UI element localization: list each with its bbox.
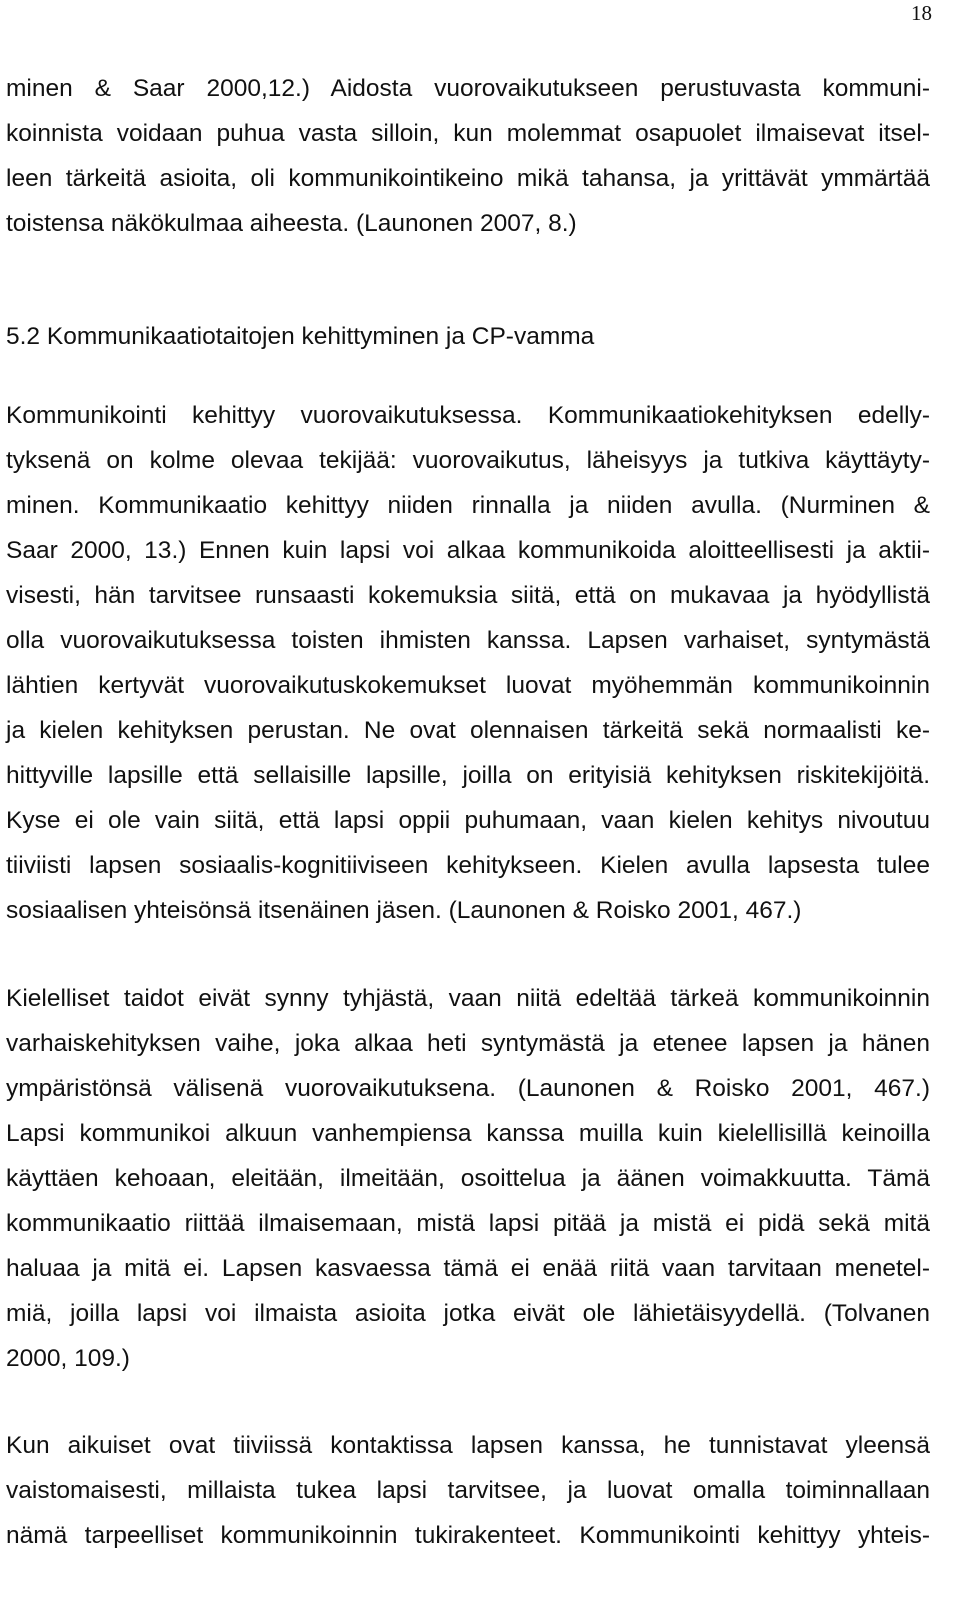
text-line: sosiaalisen yhteisönsä itsenäinen jäsen. (Launonen & Roisko 2001, 467.)	[6, 897, 802, 924]
text-line: olla vuorovaikutuksessa toisten ihmisten kanssa. Lapsen varhaiset, syntymästä	[6, 627, 930, 654]
text-line: varhaiskehityksen vaihe, joka alkaa heti syntymästä ja etenee lapsen ja hänen	[6, 1030, 930, 1057]
text-line: Lapsi kommunikoi alkuun vanhempiensa kanssa muilla kuin kielellisillä keinoilla	[6, 1120, 930, 1147]
text-line: Kielelliset taidot eivät synny tyhjästä, vaan niitä edeltää tärkeä kommunikoinnin	[6, 985, 930, 1012]
text-line: käyttäen kehoaan, eleitään, ilmeitään, osoittelua ja äänen voimakkuutta. Tämä	[6, 1165, 930, 1192]
text-line: kommunikaatio riittää ilmaisemaan, mistä lapsi pitää ja mistä ei pidä sekä mitä	[6, 1210, 930, 1237]
section-heading-text: 5.2 Kommunikaatiotaitojen kehittyminen ja CP-vamma	[6, 323, 595, 350]
text-line: miä, joilla lapsi voi ilmaista asioita jotka eivät ole lähietäisyydellä. (Tolvanen	[6, 1300, 930, 1327]
text-line: Saar 2000, 13.) Ennen kuin lapsi voi alkaa kommunikoida aloitteellisesti ja aktii-	[6, 537, 930, 564]
text-line: ympäristönsä välisenä vuorovaikutuksena. (Launonen & Roisko 2001, 467.)	[6, 1075, 930, 1102]
section-heading	[6, 314, 930, 359]
text-line: hittyville lapsille että sellaisille lapsille, joilla on erityisiä kehityksen riskitekijöitä.	[6, 762, 930, 789]
text-line: lähtien kertyvät vuorovaikutuskokemukset luovat myöhemmän kommunikoinnin	[6, 672, 930, 699]
text-line: 2000, 109.)	[6, 1345, 130, 1372]
document-body	[6, 66, 930, 1558]
text-line: visesti, hän tarvitsee runsaasti kokemuksia siitä, että on mukavaa ja hyödyllistä	[6, 582, 930, 609]
paragraph	[6, 1423, 930, 1558]
text-line: ja kielen kehityksen perustan. Ne ovat olennaisen tärkeitä sekä normaalisti ke-	[6, 717, 930, 744]
paragraph-spacing	[6, 933, 930, 976]
text-line: toistensa näkökulmaa aiheesta. (Launonen 2007, 8.)	[6, 210, 577, 237]
paragraph	[6, 393, 930, 933]
paragraph	[6, 66, 930, 246]
text-line: tiiviisti lapsen sosiaalis-kognitiiviseen kehitykseen. Kielen avulla lapsesta tulee	[6, 852, 930, 879]
text-line: minen. Kommunikaatio kehittyy niiden rinnalla ja niiden avulla. (Nurminen &	[6, 492, 930, 519]
paragraph	[6, 976, 930, 1381]
text-line: leen tärkeitä asioita, oli kommunikointikeino mikä tahansa, ja yrittävät ymmärtää	[6, 165, 930, 192]
text-line: vaistomaisesti, millaista tukea lapsi tarvitsee, ja luovat omalla toiminnallaan	[6, 1477, 930, 1504]
paragraph-spacing	[6, 1381, 930, 1423]
text-line: minen & Saar 2000,12.) Aidosta vuorovaikutukseen perustuvasta kommuni-	[6, 75, 930, 102]
page-number: 18	[911, 1, 932, 25]
text-line: koinnista voidaan puhua vasta silloin, kun molemmat osapuolet ilmaisevat itsel-	[6, 120, 930, 147]
text-line: tyksenä on kolme olevaa tekijää: vuorovaikutus, läheisyys ja tutkiva käyttäyty-	[6, 447, 930, 474]
text-line: Kun aikuiset ovat tiiviissä kontaktissa lapsen kanssa, he tunnistavat yleensä	[6, 1432, 930, 1459]
paragraph-spacing	[6, 359, 930, 393]
paragraph-spacing	[6, 246, 930, 314]
text-line: nämä tarpeelliset kommunikoinnin tukirakenteet. Kommunikointi kehittyy yhteis-	[6, 1522, 930, 1549]
text-line: Kommunikointi kehittyy vuorovaikutuksessa. Kommunikaatiokehityksen edelly-	[6, 402, 930, 429]
text-line: Kyse ei ole vain siitä, että lapsi oppii puhumaan, vaan kielen kehitys nivoutuu	[6, 807, 930, 834]
text-line: haluaa ja mitä ei. Lapsen kasvaessa tämä ei enää riitä vaan tarvitaan menetel-	[6, 1255, 930, 1282]
